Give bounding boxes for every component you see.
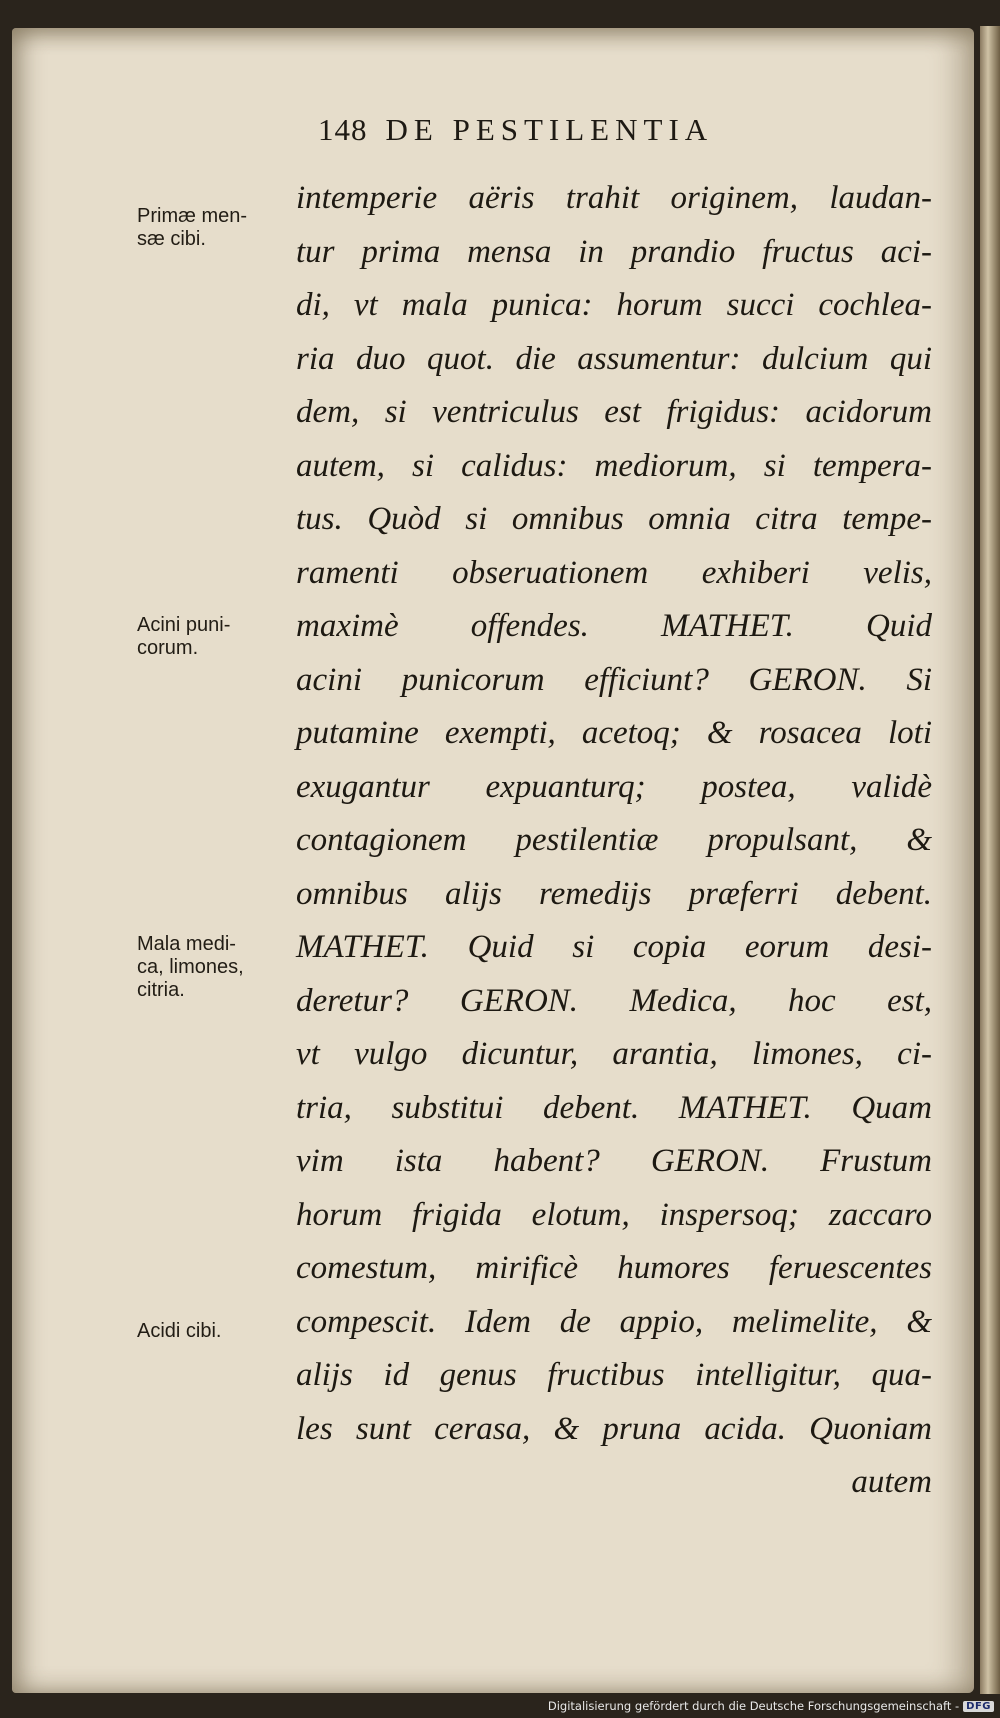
text-line: tus. Quòd si omnibus omnia citra tempe- — [296, 501, 932, 537]
text-line: tria, substitui debent. MATHET. Quam — [296, 1089, 932, 1126]
margin-note-line: Acini puni- — [137, 614, 231, 636]
margin-note-line: citria. — [137, 979, 185, 1001]
credit-text: Digitalisierung gefördert durch die Deutsche Forschungsgemeinschaft - — [547, 1699, 960, 1713]
text-line: compescit. Idem de appio, melimelite, & — [296, 1303, 932, 1340]
text-line: comestum, mirificè humores feruescentes — [296, 1250, 932, 1286]
margin-note-line: corum. — [137, 637, 199, 659]
digitization-credit — [548, 1696, 994, 1716]
text-line: dem, si ventriculus est frigidus: acidorum — [296, 394, 932, 430]
text-line: alijs id genus fructibus intelligitur, qua- — [296, 1357, 932, 1393]
main-text-block — [296, 172, 932, 1510]
text-line: horum frigida elotum, inspersoq; zaccaro — [296, 1196, 932, 1233]
text-line: intemperie aëris trahit originem, laudan- — [296, 180, 932, 216]
running-header — [318, 112, 713, 148]
catchword: autem — [851, 1464, 932, 1500]
text-line: deretur? GERON. Medica, hoc est, — [296, 982, 932, 1019]
text-line: MATHET. Quid si copia eorum desi- — [296, 929, 932, 965]
text-line: tur prima mensa in prandio fructus aci- — [296, 233, 932, 270]
running-title: DE PESTILENTIA — [385, 112, 714, 147]
text-line: exugantur expuanturq; postea, validè — [296, 768, 932, 805]
book-fore-edge — [980, 26, 1000, 1694]
text-line: omnibus alijs remedijs præferri debent. — [296, 875, 932, 912]
margin-note-line: ca, limones, — [137, 956, 244, 978]
margin-note — [137, 933, 287, 1002]
margin-note — [137, 205, 287, 251]
text-line: vt vulgo dicuntur, arantia, limones, ci- — [296, 1036, 932, 1072]
margin-note-line: Acidi cibi. — [137, 1320, 222, 1342]
text-line: autem, si calidus: mediorum, si tempera- — [296, 447, 932, 484]
margin-note — [137, 1320, 287, 1343]
margin-note — [137, 614, 287, 660]
dfg-logo: DFG — [963, 1701, 994, 1712]
text-line: ramenti obseruationem exhiberi velis, — [296, 554, 932, 591]
text-line: acini punicorum efficiunt? GERON. Si — [296, 661, 932, 698]
margin-note-line: Mala medi- — [137, 933, 236, 955]
text-line: les sunt cerasa, & pruna acida. Quoniam — [296, 1410, 932, 1447]
text-line: di, vt mala punica: horum succi cochlea- — [296, 287, 932, 323]
text-line: vim ista habent? GERON. Frustum — [296, 1143, 932, 1179]
text-line: putamine exempti, acetoq; & rosacea loti — [296, 715, 932, 751]
text-line: contagionem pestilentiæ propulsant, & — [296, 822, 932, 858]
text-line: maximè offendes. MATHET. Quid — [296, 608, 932, 644]
margin-note-line: sæ cibi. — [137, 228, 206, 250]
text-line: ria duo quot. die assumentur: dulcium qui — [296, 340, 932, 377]
margin-note-line: Primæ men- — [137, 205, 248, 227]
page-number: 148 — [318, 112, 368, 147]
